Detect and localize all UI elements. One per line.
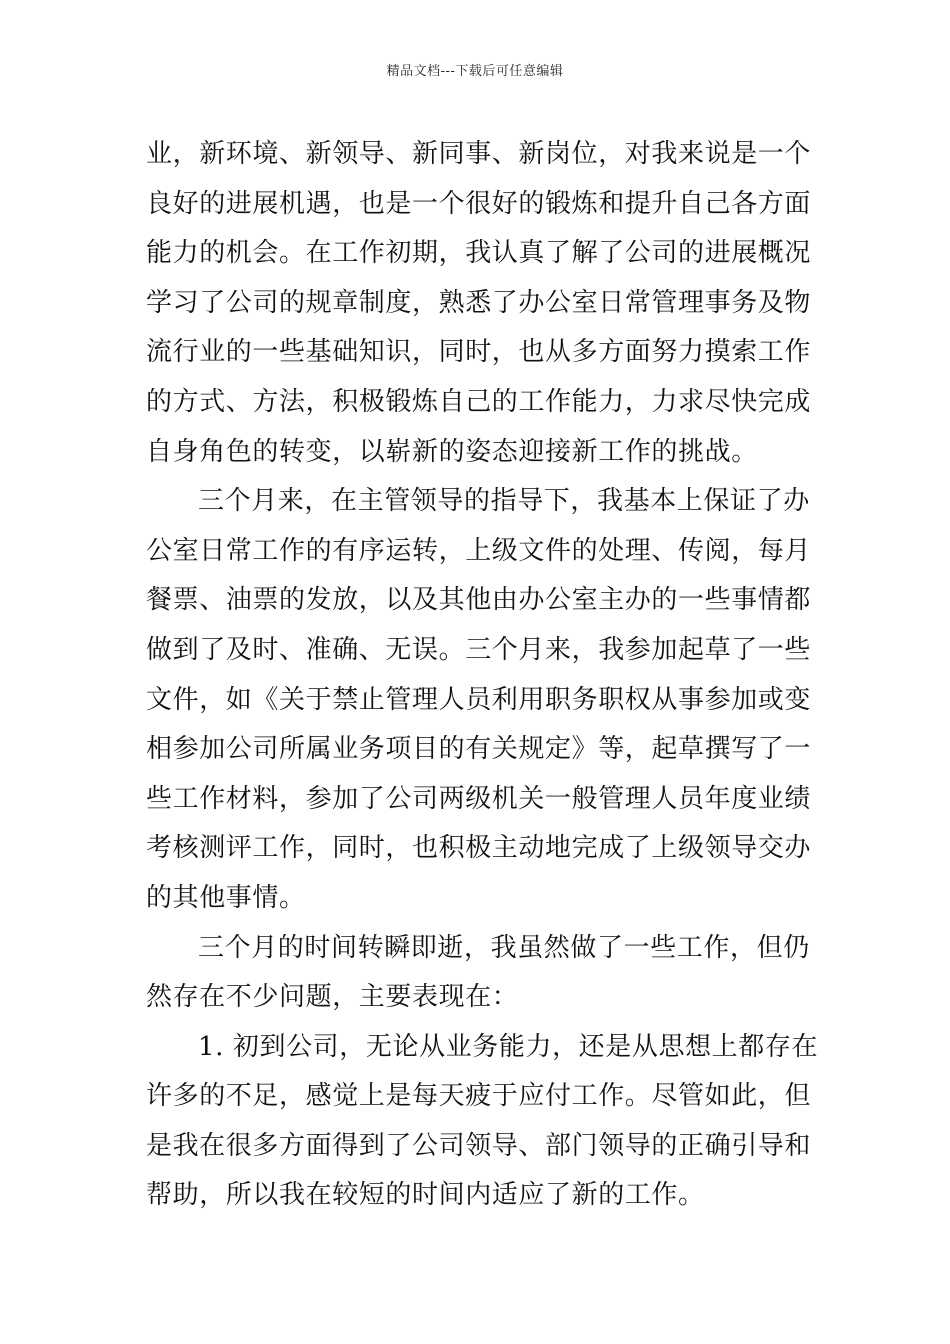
text-line: 流行业的一些基础知识，同时，也从多方面努力摸索工作: [146, 337, 812, 368]
text-line: 的方式、方法，积极锻炼自己的工作能力，力求尽快完成: [146, 386, 812, 417]
text-line: 学习了公司的规章制度，熟悉了办公室日常管理事务及物: [146, 287, 812, 318]
text-line: 公室日常工作的有序运转，上级文件的处理、传阅，每月: [146, 535, 812, 566]
text-line: 做到了及时、准确、无误。三个月来，我参加起草了一些: [146, 634, 812, 665]
text-line: 三个月的时间转瞬即逝，我虽然做了一些工作，但仍: [198, 932, 810, 963]
text-line: 帮助，所以我在较短的时间内适应了新的工作。: [146, 1180, 705, 1211]
text-line: 些工作材料，参加了公司两级机关一般管理人员年度业绩: [146, 783, 812, 814]
text-line: 考核测评工作，同时，也积极主动地完成了上级领导交办: [146, 833, 812, 864]
text-line: 1. 初到公司，无论从业务能力，还是从思想上都存在: [198, 1031, 819, 1062]
text-line: 许多的不足，感觉上是每天疲于应付工作。尽管如此，但: [146, 1081, 812, 1112]
text-line: 业，新环境、新领导、新同事、新岗位，对我来说是一个: [146, 139, 812, 169]
text-line: 良好的进展机遇，也是一个很好的锻炼和提升自己各方面: [146, 188, 812, 219]
text-line: 相参加公司所属业务项目的有关规定》等，起草撰写了一: [146, 734, 812, 765]
page-header: 精品文档---下载后可任意编辑: [386, 64, 564, 79]
text-line: 的其他事情。: [146, 882, 306, 913]
text-line: 三个月来，在主管领导的指导下，我基本上保证了办: [198, 486, 810, 517]
text-line: 然存在不少问题，主要表现在：: [146, 982, 519, 1013]
text-line: 能力的机会。在工作初期，我认真了解了公司的进展概况: [146, 238, 812, 269]
text-line: 是我在很多方面得到了公司领导、部门领导的正确引导和: [146, 1130, 812, 1161]
text-line: 自身角色的转变，以崭新的姿态迎接新工作的挑战。: [146, 436, 758, 467]
text-line: 文件，如《关于禁止管理人员利用职务职权从事参加或变: [146, 684, 812, 715]
text-line: 餐票、油票的发放，以及其他由办公室主办的一些事情都: [146, 585, 812, 616]
body-text: [146, 130, 819, 1221]
